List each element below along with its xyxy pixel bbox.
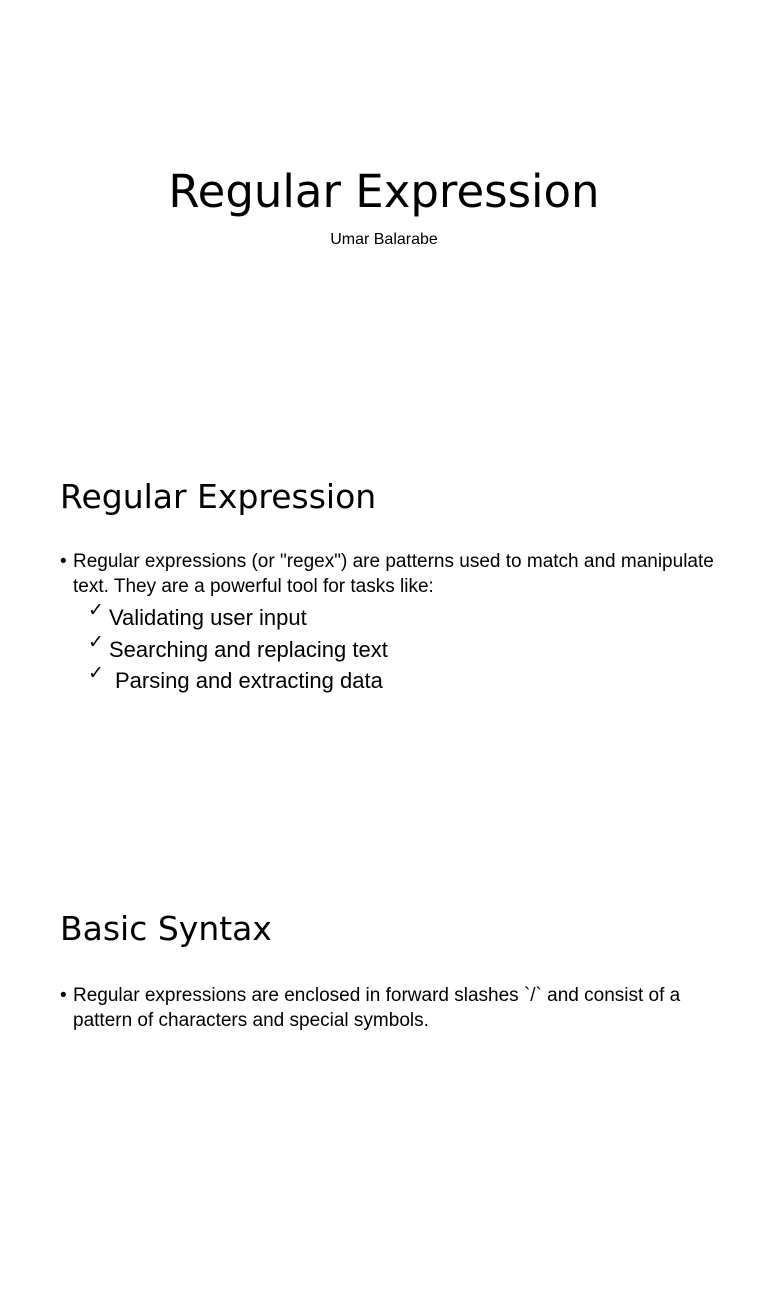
syntax-slide: [0, 864, 768, 1296]
bullet-dot-icon: •: [60, 985, 67, 1006]
slide-body: [60, 983, 720, 1033]
checkmark-icon: ✓: [88, 630, 104, 653]
checklist-item-label: Validating user input: [109, 605, 307, 630]
author-name: Umar Balarabe: [330, 231, 438, 248]
slide-body: [60, 549, 720, 697]
bullet-item: [60, 549, 720, 599]
checklist-item: [88, 630, 720, 666]
bullet-text: Regular expressions (or "regex") are patterns used to match and manipulate text. They are a powerful tool for tasks like:: [73, 551, 714, 597]
checklist: [60, 599, 720, 697]
checklist-item-label: Parsing and extracting data: [115, 668, 383, 693]
checklist-item-label: Searching and replacing text: [109, 636, 388, 662]
intro-slide: [0, 432, 768, 864]
title-slide: [0, 0, 768, 432]
slide-title: Regular Expression: [60, 477, 377, 516]
slide-title: Basic Syntax: [60, 909, 272, 948]
checkmark-icon: ✓: [88, 662, 104, 684]
checklist-item: [88, 599, 720, 634]
checkmark-icon: ✓: [88, 599, 104, 621]
bullet-item: [60, 983, 720, 1033]
bullet-text: Regular expressions are enclosed in forward slashes `/` and consist of a pattern of characters and special symbols.: [73, 985, 681, 1031]
presentation-title: Regular Expression: [168, 165, 600, 218]
checklist-item: [88, 662, 720, 697]
bullet-dot-icon: •: [60, 551, 67, 572]
